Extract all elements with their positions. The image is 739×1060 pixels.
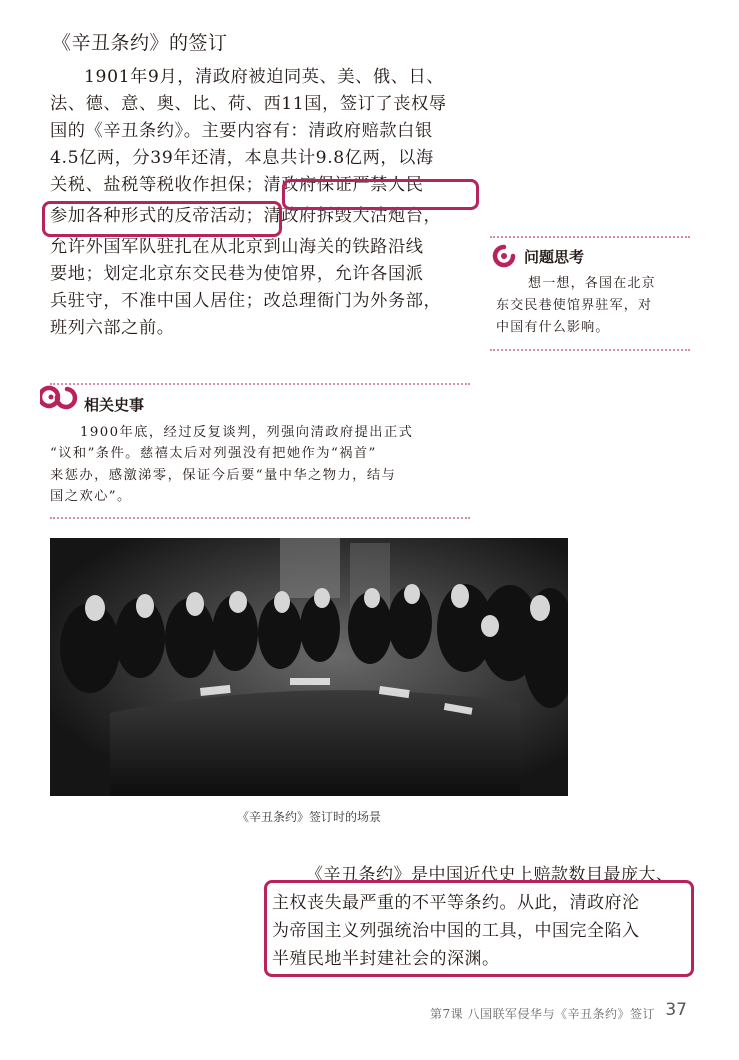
question-icon [491,243,517,273]
highlight-box-conclusion [264,880,694,977]
history-title: 相关史事 [84,396,145,414]
body-line-3: 国的《辛丑条约》。主要内容有：清政府赔款白银 [50,121,433,141]
closing-line-3: 为帝国主义列强统治中国的工具，中国完全陷入 [272,921,640,941]
highlight-box-upper [282,179,479,210]
sidebar-title: 问题思考 [524,248,585,266]
history-line-1: 1900年底，经过反复谈判，列强向清政府提出正式 [80,425,414,440]
treaty-signing-photo [50,538,568,796]
highlight-box-lower [42,201,282,237]
footer-lesson-title: 第7课 八国联军侵华与《辛丑条约》签订 [430,1007,655,1021]
sidebar-line-2: 东交民巷使馆界驻军，对 [496,298,653,313]
history-line-3: 来惩办，感激涕零，保证今后要“量中华之物力，结与 [50,468,397,483]
closing-line-1: 《辛丑条约》是中国近代史上赔款数目最庞大、 [306,865,674,885]
sidebar-bottom-divider [490,349,690,351]
highlight-anti-imperialism-text: 参加各种形式的反帝活动； [50,206,264,226]
history-top-divider [50,383,470,385]
section-title: 《辛丑条约》的签订 [52,32,228,54]
page-number: 37 [665,1000,687,1020]
photo-caption: 《辛丑条约》签订时的场景 [236,810,381,824]
history-line-2: “议和”条件。慈禧太后对列强没有把她作为“祸首” [50,446,377,461]
sidebar-line-3: 中国有什么影响。 [496,320,610,335]
closing-line-2: 主权丧失最严重的不平等条约。从此，清政府沦 [272,893,640,913]
sidebar-line-1: 想一想，各国在北京 [528,276,656,291]
history-bottom-divider [50,517,470,519]
body-line-9: 兵驻守，不准中国人居住；改总理衙门为外务部， [50,291,442,311]
body-line-6-rest: 清政府拆毁大沽炮台， [263,206,442,226]
closing-line-4: 半殖民地半封建社会的深渊。 [272,949,500,969]
history-icon [40,380,80,418]
body-line-5-lead: 关税、盐税等税收作担保； [50,175,264,195]
history-line-4: 国之欢心”。 [50,489,132,504]
body-line-10: 班列六部之前。 [50,318,175,338]
body-line-1: 1901年9月，清政府被迫同英、美、俄、日、 [84,67,445,87]
body-line-2: 法、德、意、奥、比、荷、西11国，签订了丧权辱 [50,94,447,114]
sidebar-top-divider [490,236,690,238]
body-line-8: 要地；划定北京东交民巷为使馆界，允许各国派 [50,264,424,284]
body-line-7: 允许外国军队驻扎在从北京到山海关的铁路沿线 [50,237,424,257]
body-line-4: 4.5亿两，分39年还清，本息共计9.8亿两，以海 [50,148,434,168]
highlight-guarantee-text: 清政府保证严禁人民 [263,175,424,195]
